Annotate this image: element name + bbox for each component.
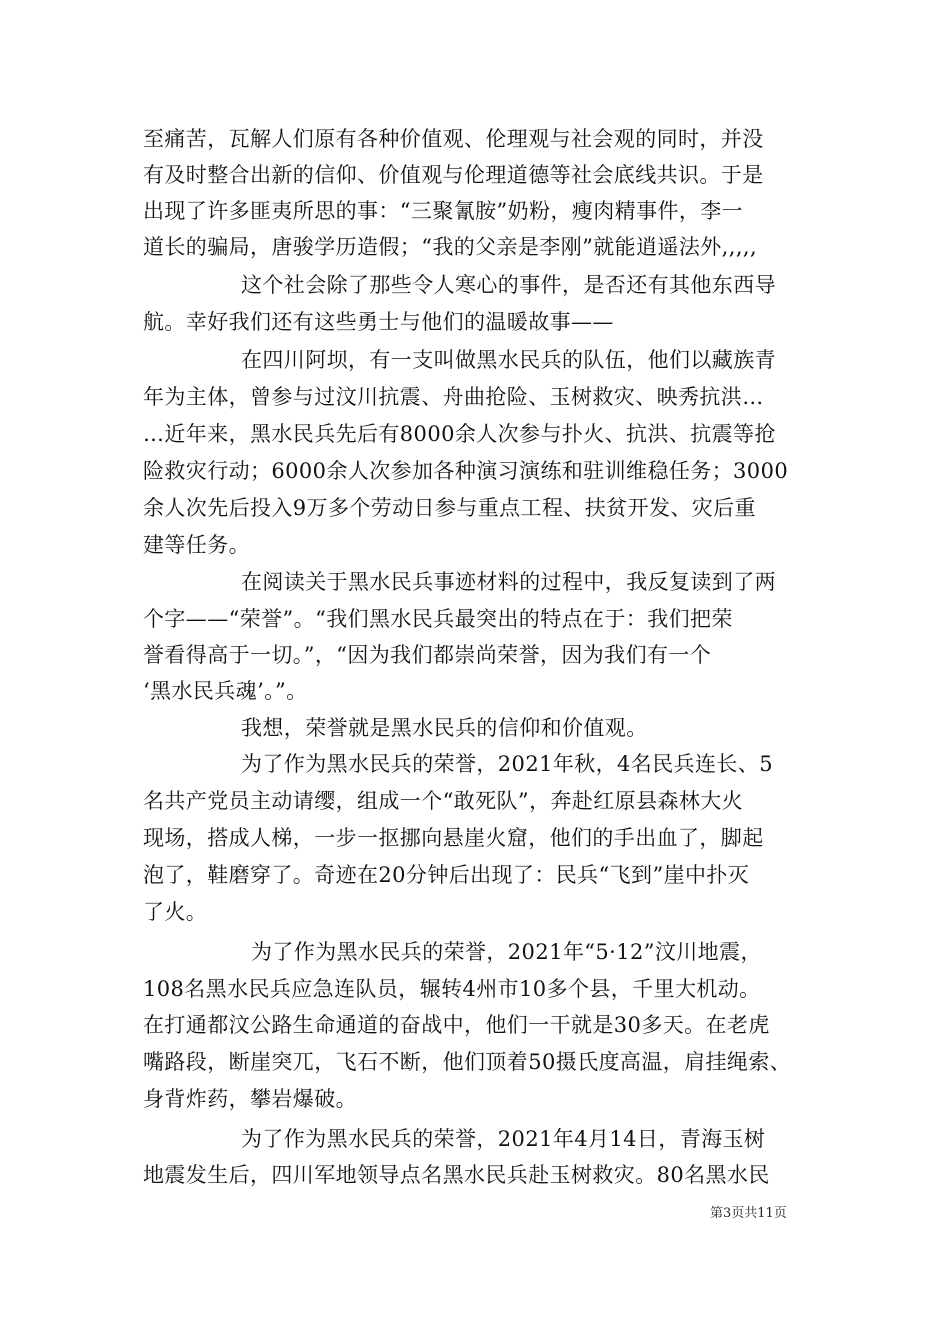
text-line: 这个社会除了那些令人寒心的事件，是否还有其他东西导 [241, 273, 776, 297]
text-line: 有及时整合出新的信仰、价值观与伦理道德等社会底线共识。于是 [143, 163, 764, 187]
text-line: …近年来，黑水民兵先后有8000余人次参与扑火、抗洪、抗震等抢 [143, 422, 776, 446]
text-line: 嘴路段，断崖突兀，飞石不断，他们顶着50摄氏度高温，肩挂绳索、 [143, 1050, 792, 1074]
text-line: 地震发生后，四川军地领导点名黑水民兵赴玉树救灾。80名黑水民 [143, 1163, 770, 1187]
text-line: 在四川阿坝，有一支叫做黑水民兵的队伍，他们以藏族青 [241, 348, 776, 372]
text-line: 名共产党员主动请缨，组成一个“敢死队”，奔赴红原县森林大火 [143, 789, 744, 813]
text-line: 建等任务。 [143, 533, 250, 557]
text-line: 个字——“荣誉”。“我们黑水民兵最突出的特点在于：我们把荣 [143, 607, 733, 631]
text-line: 为了作为黑水民兵的荣誉，2021年秋，4名民兵连长、5 [241, 752, 773, 776]
text-line: 出现了许多匪夷所思的事：“三聚氰胺”奶粉，瘦肉精事件，李一 [143, 199, 744, 223]
text-line: 现场，搭成人梯，一步一抠挪向悬崖火窟，他们的手出血了，脚起 [143, 826, 764, 850]
text-line: 险救灾行动；6000余人次参加各种演习演练和驻训维稳任务；3000 [143, 459, 789, 483]
text-line: 了火。 [143, 900, 208, 924]
page-number: 第3页共11页 [710, 1206, 787, 1221]
text-line: 道长的骗局，唐骏学历造假；“我的父亲是李刚”就能逍遥法外,,,,, [143, 235, 758, 259]
text-line: 我想，荣誉就是黑水民兵的信仰和价值观。 [241, 716, 648, 740]
text-line: 誉看得高于一切。”，“因为我们都崇尚荣誉，因为我们有一个 [143, 643, 712, 667]
text-line: 年为主体，曾参与过汶川抗震、舟曲抢险、玉树救灾、映秀抗洪… [143, 385, 764, 409]
text-line: 身背炸药，攀岩爆破。 [143, 1087, 357, 1111]
text-line: 在阅读关于黑水民兵事迹材料的过程中，我反复读到了两 [241, 570, 776, 594]
text-line: 为了作为黑水民兵的荣誉，2021年4月14日，青海玉树 [241, 1127, 766, 1151]
text-line: 在打通都汶公路生命通道的奋战中，他们一干就是30多天。在老虎 [143, 1013, 770, 1037]
text-line: 航。幸好我们还有这些勇士与他们的温暖故事—— [143, 310, 614, 334]
text-line: 至痛苦，瓦解人们原有各种价值观、伦理观与社会观的同时，并没 [143, 127, 764, 151]
text-line: 为了作为黑水民兵的荣誉，2021年“5·12”汶川地震， [251, 940, 762, 964]
text-line: ‘黑水民兵魂’。”。 [143, 679, 308, 703]
text-line: 余人次先后投入9万多个劳动日参与重点工程、扶贫开发、灾后重 [143, 496, 756, 520]
text-line: 泡了，鞋磨穿了。奇迹在20分钟后出现了：民兵“飞到”崖中扑灭 [143, 863, 750, 887]
text-line: 108名黑水民兵应急连队员，辗转4州市10多个县，千里大机动。 [143, 977, 761, 1001]
